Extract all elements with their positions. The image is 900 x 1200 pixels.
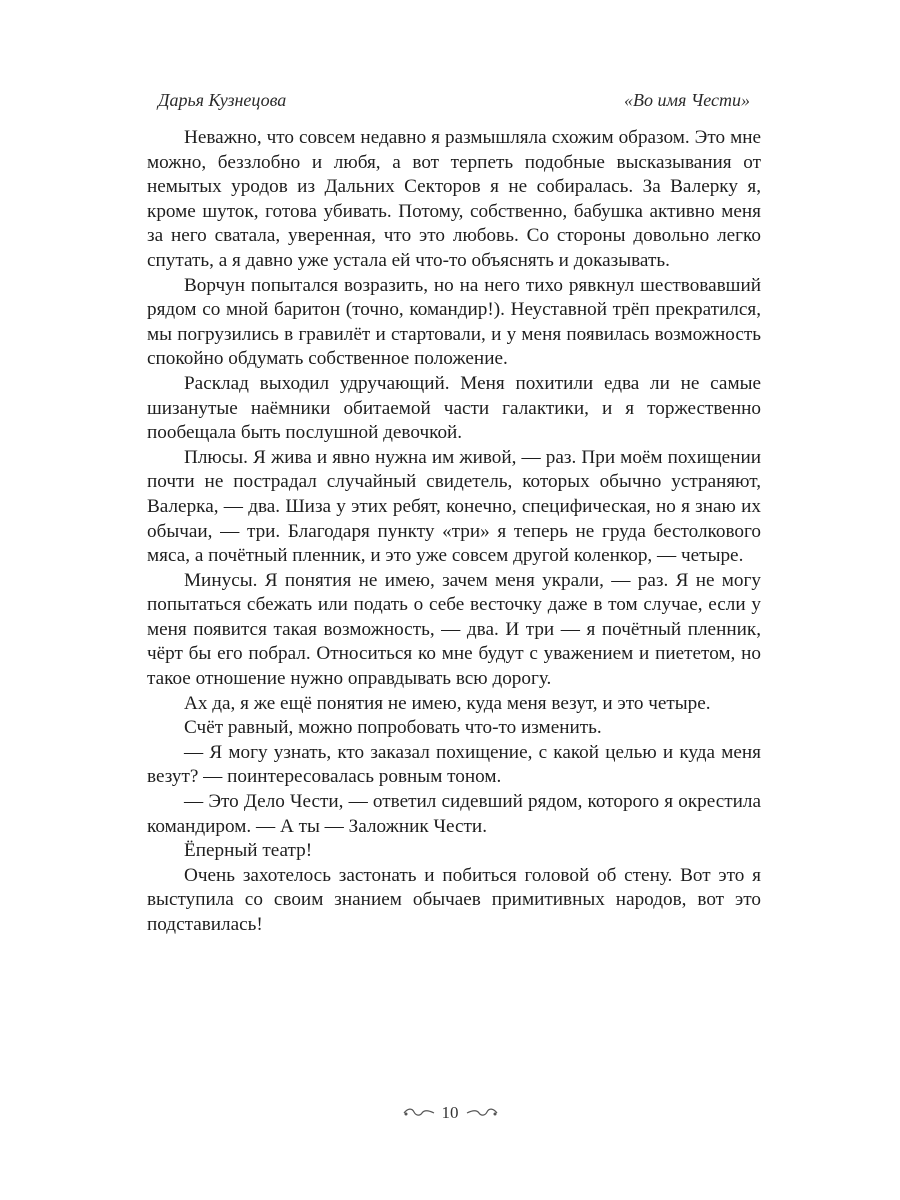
paragraph: Очень захотелось застонать и побиться головой об стену. Вот это я выступила со своим знанием обычаев примитивных народов, вот это подставилась! — [147, 864, 761, 935]
author-name: Дарья Кузнецова — [158, 90, 287, 110]
page-footer — [0, 1103, 900, 1123]
paragraph: Ёперный театр! — [184, 840, 313, 862]
flourish-left-icon — [402, 1107, 436, 1119]
page-number: 10 — [441, 1103, 459, 1122]
body-text — [147, 126, 761, 938]
book-title: «Во имя Чести» — [624, 90, 750, 110]
paragraph: Ворчун попытался возразить, но на него тихо рявкнул шествовавший рядом со мной баритон (точно, командир!). Неуставной трёп прекратился, мы погрузились в гравилёт и стартовали, и у меня появилась возможность спокойно обдумать собственное положение. — [147, 274, 761, 370]
paragraph: — Я могу узнать, кто заказал похищение, с какой целью и куда меня везут? — поинтересовалась ровным тоном. — [147, 741, 761, 788]
paragraph: — Это Дело Чести, — ответил сидевший рядом, которого я окрестила командиром. — А ты — Заложник Чести. — [147, 791, 761, 837]
paragraph: Плюсы. Я жива и явно нужна им живой, — раз. При моём похищении почти не пострадал случайный свидетель, которых обычно устраняют, Валерка, — два. Шиза у этих ребят, конечно, специфическая, но я знаю их обычаи, — три. Благодаря пункту «три» я теперь не груда бестолкового мяса, а почётный пленник, и это уже совсем другой коленкор, — четыре. — [147, 446, 761, 567]
paragraph: Минусы. Я понятия не имею, зачем меня украли, — раз. Я не могу попытаться сбежать или подать о себе весточку даже в том случае, если у меня появится такая возможность, — два. И три — я почётный пленник, чёрт бы его побрал. Относиться ко мне будут с уважением и пиететом, но такое отношение нужно оправдывать всю дорогу. — [147, 569, 761, 690]
running-head — [158, 90, 750, 111]
paragraph: Неважно, что совсем недавно я размышляла схожим образом. Это мне можно, беззлобно и любя, а вот терпеть подобные высказывания от немытых уродов из Дальних Секторов я не собиралась. За Валерку я, кроме шуток, готова убивать. Потому, собственно, бабушка активно меня за него сватала, уверенная, что это любовь. Со стороны довольно легко спутать, а я давно уже устала ей что-то объяснять и доказывать. — [147, 127, 761, 271]
paragraph: Ах да, я же ещё понятия не имею, куда меня везут, и это четыре. — [184, 692, 711, 714]
paragraph: Расклад выходил удручающий. Меня похитили едва ли не самые шизанутые наёмники обитаемой части галактики, и я торжественно пообещала быть послушной девочкой. — [147, 372, 761, 444]
paragraph: Счёт равный, можно попробовать что-то изменить. — [184, 717, 602, 739]
flourish-right-icon — [465, 1107, 499, 1119]
